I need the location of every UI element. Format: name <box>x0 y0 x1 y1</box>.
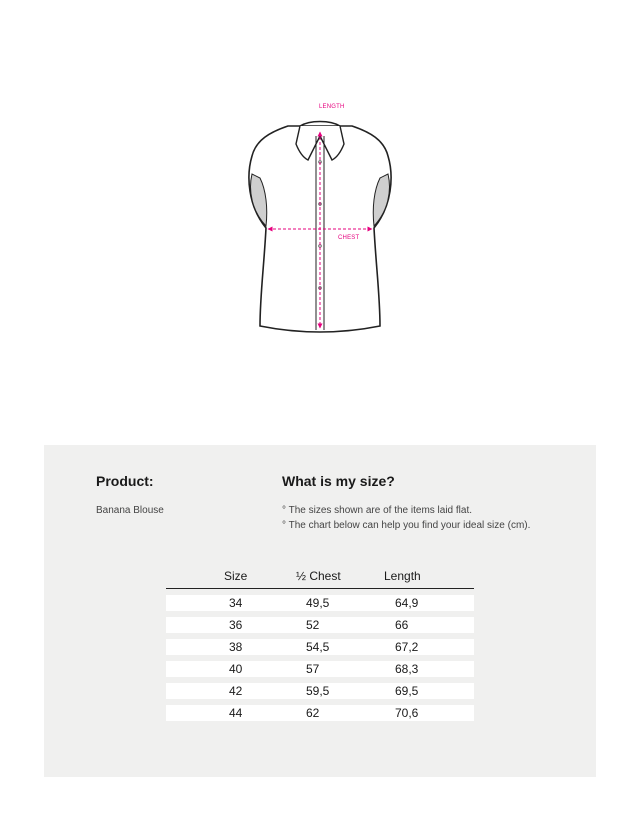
cell-chest: 49,5 <box>306 596 330 610</box>
cell-length: 68,3 <box>395 662 419 676</box>
size-table <box>166 566 474 721</box>
table-row <box>166 639 474 655</box>
size-guide-heading: What is my size? <box>282 473 395 489</box>
table-row <box>166 661 474 677</box>
header-length: Length <box>384 569 421 583</box>
cell-length: 64,9 <box>395 596 419 610</box>
cell-size: 38 <box>229 640 243 654</box>
header-size: Size <box>224 569 248 583</box>
size-note-2: ° The chart below can help you find your ideal size (cm). <box>282 520 531 531</box>
garment-diagram <box>230 96 410 346</box>
cell-size: 42 <box>229 684 243 698</box>
cell-chest: 62 <box>306 706 320 720</box>
table-row <box>166 683 474 699</box>
cell-chest: 52 <box>306 618 320 632</box>
cell-length: 67,2 <box>395 640 419 654</box>
header-half-chest: ½ Chest <box>296 569 341 583</box>
cell-size: 44 <box>229 706 243 720</box>
product-heading: Product: <box>96 473 154 489</box>
cell-size: 36 <box>229 618 243 632</box>
cell-size: 34 <box>229 596 243 610</box>
cell-chest: 54,5 <box>306 640 330 654</box>
cell-chest: 59,5 <box>306 684 330 698</box>
cell-chest: 57 <box>306 662 320 676</box>
table-row <box>166 705 474 721</box>
cell-size: 40 <box>229 662 243 676</box>
length-label: LENGTH <box>319 104 345 110</box>
size-note-1: ° The sizes shown are of the items laid flat. <box>282 505 473 516</box>
cell-length: 69,5 <box>395 684 419 698</box>
table-header <box>166 566 474 589</box>
cell-length: 66 <box>395 618 409 632</box>
table-row <box>166 595 474 611</box>
cell-length: 70,6 <box>395 706 419 720</box>
product-name: Banana Blouse <box>96 505 164 516</box>
table-row <box>166 617 474 633</box>
chest-label: CHEST <box>338 235 360 241</box>
